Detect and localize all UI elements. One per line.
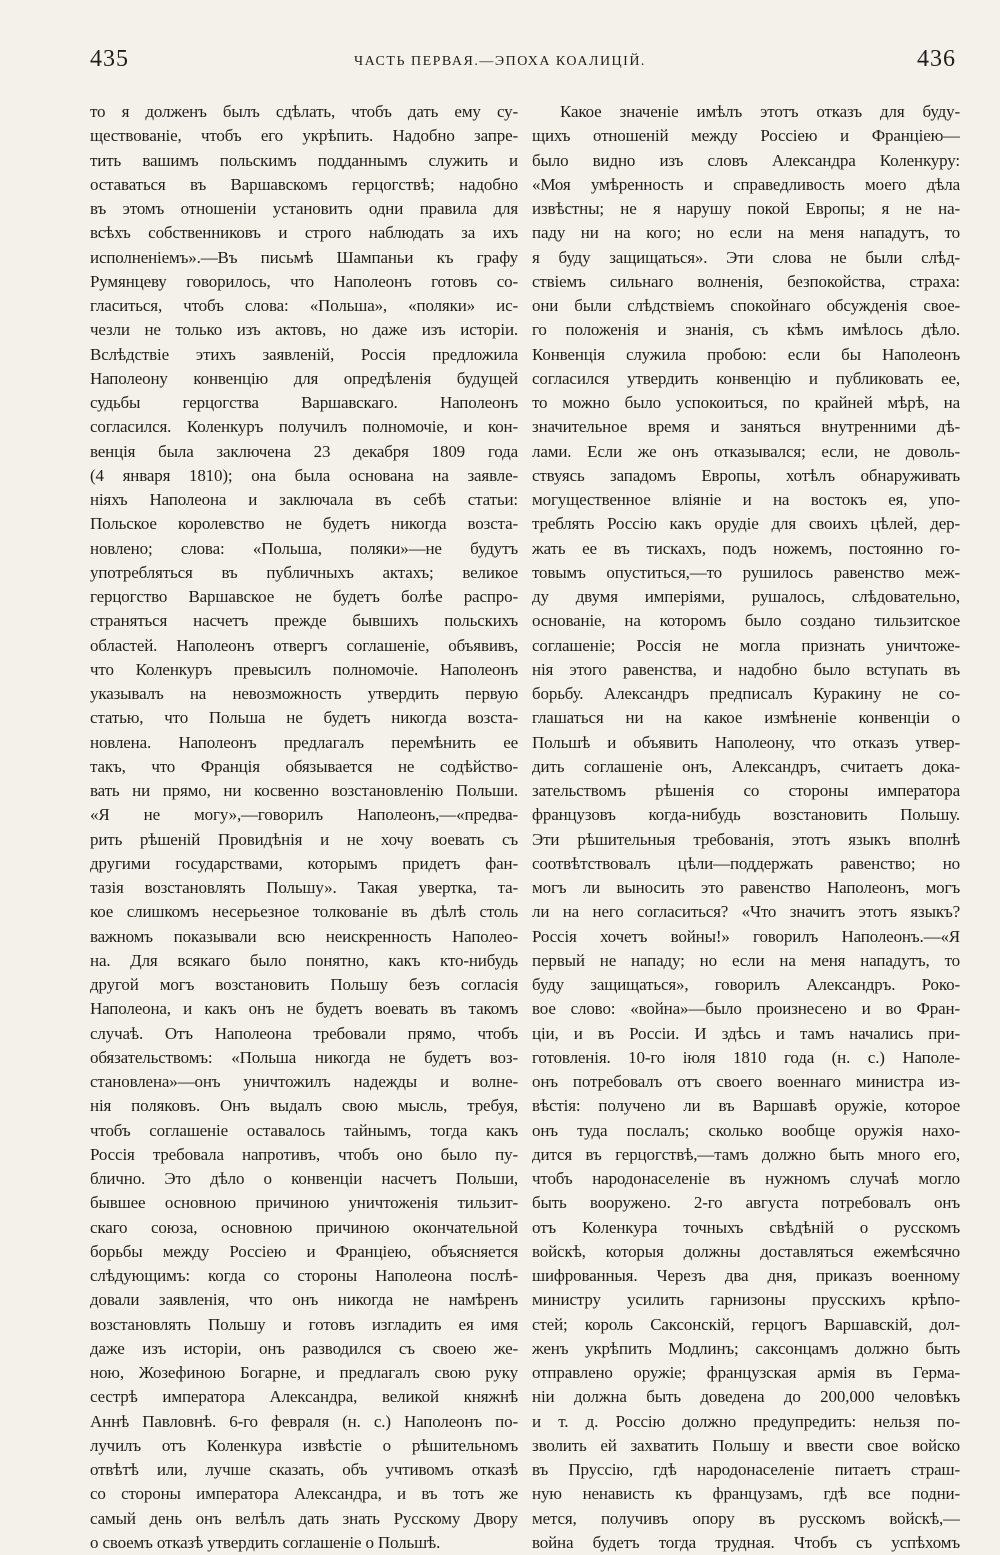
- text-line: быть вооружено. 2-го августа потребовалъ онъ: [532, 1193, 960, 1213]
- text-line: Вслѣдствіе этихъ заявленій, Россія предложила: [90, 344, 518, 364]
- right-page-number: 436: [917, 46, 956, 72]
- text-line: ществованіе, чтобъ его укрѣпить. Надобно запре-: [90, 126, 518, 146]
- text-line: статью, что Польша не будетъ никогда возста-: [90, 708, 518, 728]
- text-line: готовленія. 10-го іюля 1810 года (н. с.) Наполе-: [532, 1047, 960, 1067]
- text-line: (4 января 1810); она была основана на заявле-: [90, 465, 518, 485]
- text-line: то я долженъ былъ сдѣлать, чтобъ дать ему су-: [90, 102, 518, 121]
- text-line: новлена. Наполеонъ предлагалъ перемѣнить ее: [90, 732, 518, 752]
- text-line: отвѣтѣ или, лучше сказать, объ учтивомъ отказѣ: [90, 1460, 518, 1479]
- text-line: вѣстія: получено ли въ Варшавѣ оружіе, которое: [532, 1096, 960, 1116]
- text-line: страняться насчетъ прежде бывшихъ польскихъ: [90, 611, 518, 631]
- text-line: со стороны императора Александра, и въ тотъ же: [90, 1484, 518, 1504]
- text-line: «Я не могу»,—говорилъ Наполеонъ,—«предва-: [90, 805, 518, 825]
- text-line: ціи, и въ Россіи. И здѣсь и тамъ начались при-: [532, 1023, 960, 1043]
- text-line: ствуясь западомъ Европы, хотѣлъ обнаруживать: [532, 465, 960, 485]
- text-line: буду защищаться», говорилъ Александръ. Роко-: [532, 975, 960, 994]
- text-line: жать ее въ тискахъ, подъ ножемъ, постоянно го-: [532, 538, 960, 558]
- text-line: чезли не только изъ актовъ, но даже изъ исторіи.: [90, 320, 518, 340]
- text-line: вать ни прямо, ни косвенно возстановленію Польши.: [90, 781, 518, 800]
- text-line: рить рѣшеній Провидѣнія и не хочу воевать съ: [90, 829, 518, 849]
- text-line: и т. д. Россію должно предупредить: нельзя по-: [532, 1411, 960, 1431]
- text-line: могъ ли выносить это равенство Наполеонъ, могъ: [532, 878, 960, 897]
- text-line: всѣхъ собственниковъ и строго наблюдать за ихъ: [90, 223, 518, 243]
- text-line: о своемъ отказѣ утвердить соглашеніе о Польшѣ.: [90, 1532, 441, 1552]
- text-line: мется, получивъ опору въ русскомъ войскѣ,—: [532, 1508, 960, 1528]
- text-line: они были слѣдствіемъ спокойнаго обсужденія свое-: [532, 296, 960, 315]
- text-line: дится въ герцогствѣ,—тамъ должно быть много его,: [532, 1144, 960, 1164]
- text-line: лучилъ отъ Коленкура извѣстіе о рѣшительномъ: [90, 1435, 518, 1455]
- text-line: случаѣ. Отъ Наполеона требовали прямо, чтобъ: [90, 1023, 518, 1043]
- text-line: возстановлять Польшу и готовъ изгладить ея имя: [90, 1314, 518, 1334]
- text-line: ли на него согласиться? «Что значитъ этотъ языкъ?: [532, 902, 960, 922]
- text-line: было видно изъ словъ Александра Коленкуру:: [532, 150, 960, 170]
- text-line: Аннѣ Павловнѣ. 6-го февраля (н. с.) Наполеонъ по-: [90, 1411, 518, 1431]
- text-line: въ этомъ отношеніи установить одни правила для: [90, 199, 518, 218]
- text-line: соотвѣтствовалъ цѣли—поддержать равенство; но: [532, 853, 960, 873]
- text-line: Румянцеву говорилось, что Наполеонъ готовъ со-: [90, 271, 518, 291]
- text-line: исполненіемъ».—Въ письмѣ Шампаньи къ графу: [90, 247, 518, 267]
- text-line: французовъ когда-нибудь возстановить Польшу.: [532, 805, 960, 825]
- text-line: нія поляковъ. Онъ выдалъ свою мысль, требуя,: [90, 1096, 518, 1116]
- text-line: Эти рѣшительныя требованія, этотъ языкъ вполнѣ: [532, 829, 960, 849]
- text-line: ную ненависть къ французамъ, гдѣ все подни-: [532, 1484, 960, 1504]
- text-line: Наполеона, и какъ онъ не будетъ воевать въ такомъ: [90, 999, 518, 1019]
- text-line: война будетъ тогда трудная. Чтобъ съ успѣхомъ: [532, 1532, 960, 1552]
- text-line: становлена»—онъ уничтожилъ надежды и волне-: [90, 1072, 518, 1091]
- text-line: Какое значеніе имѣлъ этотъ отказъ для буду-: [560, 102, 960, 121]
- text-line: основаніе, на которомъ было создано тильзитское: [532, 611, 960, 631]
- text-line: «Моя умѣренность и справедливость моего дѣла: [532, 174, 960, 194]
- text-line: кое слишкомъ несерьезное толкованіе въ дѣлѣ столь: [90, 902, 518, 922]
- text-line: извѣстны; не я нарушу покой Европы; я не на-: [532, 199, 960, 218]
- text-line: онъ потребовалъ отъ своего военнаго министра из-: [532, 1072, 960, 1091]
- text-line: тазія возстановлять Польшу». Такая увертка, та-: [90, 878, 518, 897]
- text-line: Польское королевство не будетъ никогда возста-: [90, 514, 518, 534]
- text-line: скаго союза, основною причиною окончательной: [90, 1217, 518, 1237]
- text-line: сестрѣ императора Александра, великой княжнѣ: [90, 1387, 518, 1407]
- text-line: лами. Если же онъ отказывался; если, не доволь-: [532, 441, 960, 461]
- text-line: Россія хочетъ войны!» говорилъ Наполеонъ.—«Я: [532, 926, 960, 946]
- text-line: министру усилить гарнизоны прусскихъ крѣпо-: [532, 1290, 960, 1310]
- text-line: зательствомъ рѣшенія со стороны императора: [532, 781, 960, 800]
- text-line: онъ туда послалъ; сколько вообще оружія нахо-: [532, 1120, 960, 1140]
- text-line: довали заявленія, что онъ никогда не намѣренъ: [90, 1290, 518, 1310]
- text-line: стей; король Саксонскій, герцогъ Варшавскій, дол-: [532, 1314, 960, 1334]
- text-line: венція была заключена 23 декабря 1809 года: [90, 441, 518, 461]
- text-line: бывшее основною причиною уничтоженія тильзит-: [90, 1193, 518, 1213]
- text-line: я буду защищаться». Эти слова не были слѣд-: [532, 247, 960, 267]
- text-line: отправлено оружіе; французская армія въ Герма-: [532, 1363, 960, 1382]
- text-line: зволить ей захватить Польшу и ввести свое войско: [532, 1435, 960, 1455]
- text-line: щихъ отношеній между Россіею и Франціею—: [532, 126, 960, 146]
- left-page-number: 435: [90, 46, 129, 72]
- text-line: что Коленкуръ превысилъ полномочіе. Наполеонъ: [90, 659, 518, 679]
- text-line: первый не нападу; но если на меня нападутъ, то: [532, 950, 960, 970]
- text-line: другими государствами, которымъ придетъ фан-: [90, 853, 518, 873]
- text-line: значительное время и заняться внутренними дѣ-: [532, 417, 960, 437]
- text-line: ною, Жозефиною Богарне, и предлагалъ свою руку: [90, 1363, 518, 1382]
- text-line: то можно было успокоиться, по крайней мѣрѣ, на: [532, 393, 960, 412]
- right-text-column: [532, 100, 960, 1555]
- text-line: даже изъ исторіи, онъ разводился съ своею же-: [90, 1338, 518, 1358]
- text-line: важномъ показывали всю неискренность Наполео-: [90, 926, 518, 946]
- text-line: областей. Наполеонъ отвергъ соглашеніе, объявивъ,: [90, 635, 518, 655]
- text-line: употребляться въ публичныхъ актахъ; великое: [90, 562, 518, 582]
- text-line: могущественное вліяніе и на востокъ ея, упо-: [532, 490, 960, 509]
- text-line: ніяхъ Наполеона и заключала въ себѣ статьи:: [90, 490, 518, 509]
- text-line: Наполеону конвенцію для опредѣленія будущей: [90, 368, 518, 388]
- text-line: согласился утвердить конвенцію и публиковать ее,: [532, 368, 960, 388]
- text-line: борьбы между Россіею и Франціею, объясняется: [90, 1241, 518, 1261]
- text-line: соглашеніе; Россія не могла признать уничтоже-: [532, 635, 960, 655]
- text-line: судьбы герцогства Варшавскаго. Наполеонъ: [90, 393, 518, 412]
- text-line: отъ Коленкура точныхъ свѣдѣній о русскомъ: [532, 1217, 960, 1237]
- text-line: шифрованныя. Черезъ два дня, приказъ военному: [532, 1266, 960, 1285]
- text-line: указывалъ на невозможность утвердить первую: [90, 684, 518, 703]
- text-line: чтобъ соглашеніе оставалось тайнымъ, тогда какъ: [90, 1120, 518, 1140]
- text-line: нія этого равенства, и надобно было вступать въ: [532, 659, 960, 679]
- left-text-column: [90, 100, 518, 1555]
- text-line: ду двумя имперіями, рушалось, слѣдовательно,: [532, 587, 960, 606]
- text-line: герцогство Варшавское не будетъ болѣе распро-: [90, 587, 518, 606]
- text-line: слѣдующимъ: когда со стороны Наполеона послѣ-: [90, 1266, 518, 1285]
- text-line: глашаться ни на какое измѣненіе конвенціи о: [532, 708, 960, 728]
- text-line: дить соглашеніе онъ, Александръ, считаетъ дока-: [532, 756, 960, 776]
- text-line: борьбу. Александръ предписалъ Куракину не со-: [532, 684, 960, 703]
- text-line: товымъ опуститься,—то рушилось равенство меж-: [532, 562, 960, 582]
- text-line: блично. Это дѣло о конвенціи насчетъ Польши,: [90, 1169, 518, 1188]
- text-line: новлено; слова: «Польша, поляки»—не будутъ: [90, 538, 518, 558]
- text-line: другой могъ возстановить Польшу безъ согласія: [90, 975, 518, 994]
- text-line: Польшѣ и объявить Наполеону, что отказъ утвер-: [532, 732, 960, 752]
- text-line: обязательствомъ: «Польша никогда не будетъ воз-: [90, 1047, 518, 1067]
- text-line: ствіемъ сильнаго волненія, безпокойства, страха:: [532, 271, 960, 291]
- text-line: паду ни на кого; но если на меня нападутъ, то: [532, 223, 960, 243]
- text-line: войскѣ, которыя должны доставляться ежемѣсячно: [532, 1241, 960, 1261]
- text-line: вое слово: «война»—было произнесено и во Фран-: [532, 999, 960, 1019]
- text-line: треблять Россію какъ орудіе для своихъ цѣлей, дер-: [532, 514, 960, 534]
- text-line: чтобъ народонаселеніе въ нужномъ случаѣ могло: [532, 1169, 960, 1188]
- text-line: въ Пруссію, гдѣ народонаселеніе питаетъ страш-: [532, 1460, 960, 1479]
- text-line: Россія требовала напротивъ, чтобъ оно было пу-: [90, 1144, 518, 1164]
- running-title: ЧАСТЬ ПЕРВАЯ.—ЭПОХА КОАЛИЦІЙ.: [354, 54, 646, 69]
- text-line: на. Для всякаго было понятно, какъ кто-нибудь: [90, 950, 518, 970]
- text-line: женъ укрѣпить Модлинъ; саксонцамъ должно быть: [532, 1338, 960, 1358]
- text-line: ніи должна быть доведена до 200,000 человѣкъ: [532, 1387, 960, 1407]
- running-header: [0, 46, 1000, 86]
- text-line: согласился. Коленкуръ получилъ полномочіе, и кон-: [90, 417, 518, 437]
- text-line: Конвенція служила пробою: если бы Наполеонъ: [532, 344, 960, 364]
- text-line: такъ, что Франція обязывается не содѣйство-: [90, 756, 518, 776]
- text-line: тить вашимъ польскимъ подданнымъ служить и: [90, 150, 518, 170]
- text-line: гласиться, чтобъ слова: «Польша», «поляки» ис-: [90, 296, 518, 315]
- text-line: го положенія и знанія, съ кѣмъ имѣлось дѣло.: [532, 320, 960, 340]
- text-line: оставаться въ Варшавскомъ герцогствѣ; надобно: [90, 174, 518, 194]
- text-line: самый день онъ велѣлъ дать знать Русскому Двору: [90, 1508, 518, 1528]
